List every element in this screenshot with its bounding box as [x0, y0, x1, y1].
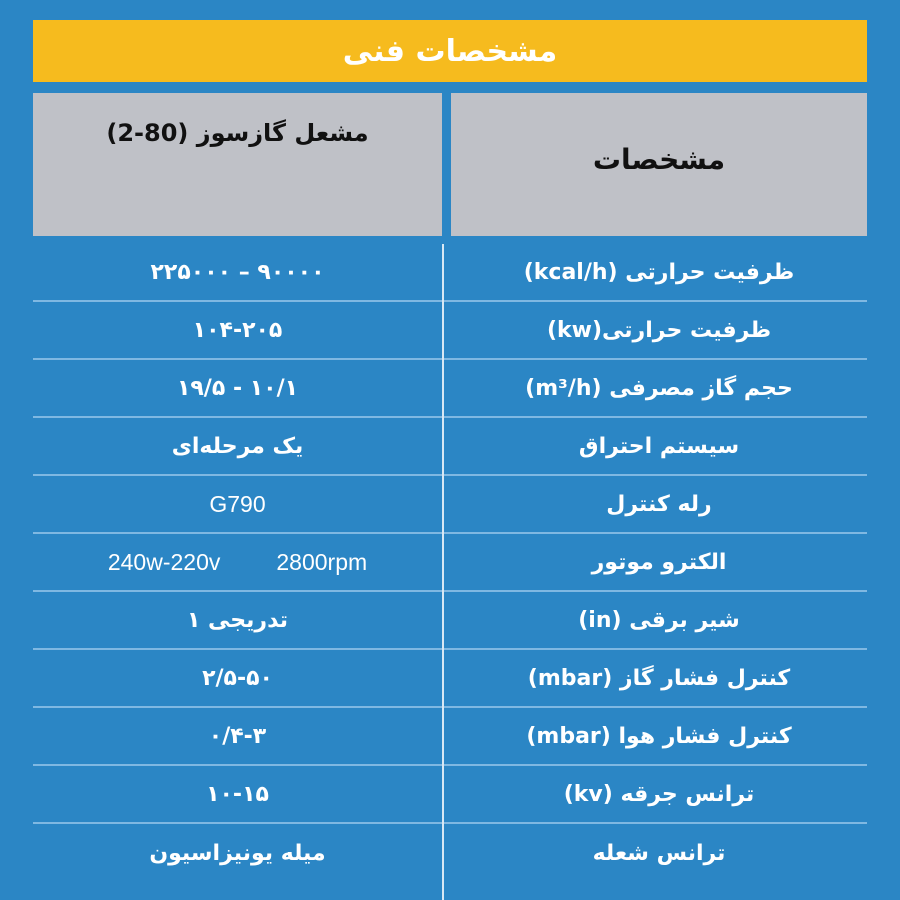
motor-speed-value: 2800rpm — [276, 548, 368, 575]
row-value: میله یونیزاسیون — [149, 840, 326, 866]
row-value: تدریجی ۱ — [186, 607, 289, 633]
table-row — [33, 534, 867, 592]
table-row — [33, 418, 867, 476]
spec-table — [33, 244, 867, 882]
row-value: ۱۰۴-۲۰۵ — [192, 317, 283, 343]
header-product-label: مشعل گازسوز (80-2) — [106, 119, 369, 147]
row-label: کنترل فشار گاز (mbar) — [527, 665, 791, 691]
column-divider — [442, 244, 444, 900]
table-row — [33, 650, 867, 708]
title-bar — [33, 20, 867, 82]
row-label: ظرفیت حرارتی (kcal/h) — [523, 259, 795, 285]
header-spec-label: مشخصات — [592, 143, 726, 176]
row-value: G790 — [209, 490, 266, 517]
row-label: حجم گاز مصرفی (m³/h) — [525, 375, 793, 401]
table-row — [33, 824, 867, 882]
table-row — [33, 766, 867, 824]
row-value: ۱۰/۱ - ۱۹/۵ — [176, 375, 299, 401]
page-title: مشخصات فنی — [342, 33, 558, 69]
table-row — [33, 302, 867, 360]
row-value: ۱۰-۱۵ — [206, 781, 269, 807]
row-label: رله کنترل — [606, 491, 712, 517]
row-value — [33, 534, 442, 590]
row-value: یک مرحله‌ای — [171, 433, 304, 459]
row-label: سیستم احتراق — [578, 433, 740, 459]
motor-power-value: 240w-220v — [107, 548, 221, 575]
table-row — [33, 592, 867, 650]
table-row — [33, 244, 867, 302]
row-label: شیر برقی (in) — [578, 607, 740, 633]
row-label: ترانس جرقه (kv) — [563, 781, 755, 807]
table-row — [33, 476, 867, 534]
row-label: ترانس شعله — [592, 840, 726, 866]
header-product-cell — [33, 93, 442, 236]
row-label: ظرفیت حرارتی(kw) — [546, 317, 772, 343]
row-label: الکترو موتور — [591, 549, 727, 575]
row-value: ۹۰۰۰۰ – ۲۲۵۰۰۰ — [150, 259, 325, 285]
table-row — [33, 360, 867, 418]
table-row — [33, 708, 867, 766]
row-value: ۲/۵-۵۰ — [202, 665, 273, 691]
row-label: کنترل فشار هوا (mbar) — [526, 723, 792, 749]
row-value: ۰/۴-۳ — [208, 723, 267, 749]
header-spec-cell — [451, 93, 867, 236]
